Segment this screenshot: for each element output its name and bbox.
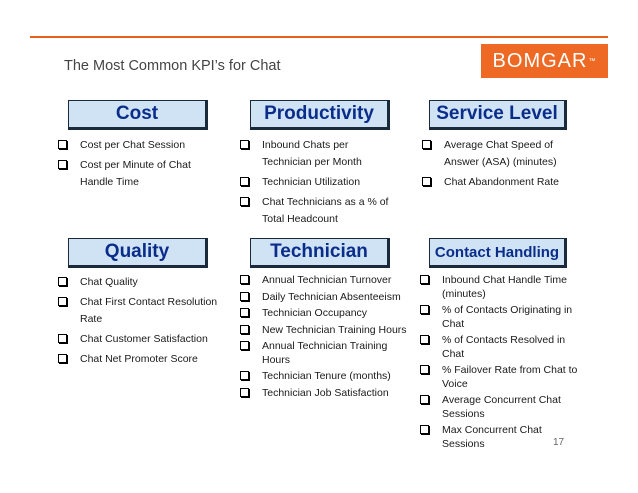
list-item: Chat Quality <box>58 274 230 291</box>
slide-title: The Most Common KPI’s for Chat <box>64 58 281 74</box>
cost-list <box>58 137 208 194</box>
list-item: % of Contacts Resolved in Chat <box>420 334 584 361</box>
list-item: Technician Job Satisfaction <box>240 387 412 401</box>
checkbox-icon <box>420 365 429 374</box>
checkbox-icon <box>240 371 249 380</box>
list-item: Annual Technician Training Hours <box>240 340 412 367</box>
category-technician-header: Technician <box>250 238 390 268</box>
checkbox-icon <box>420 425 429 434</box>
list-item: Chat Net Promoter Score <box>58 351 230 368</box>
list-item: Cost per Chat Session <box>58 137 208 154</box>
checkbox-icon <box>58 354 67 363</box>
list-item: Inbound Chat Handle Time (minutes) <box>420 274 584 301</box>
list-item: Max Concurrent Chat Sessions <box>420 424 584 451</box>
checkbox-icon <box>420 275 429 284</box>
list-item: New Technician Training Hours <box>240 324 412 338</box>
checkbox-icon <box>240 388 249 397</box>
checkbox-icon <box>240 292 249 301</box>
checkbox-icon <box>240 325 249 334</box>
category-productivity-header: Productivity <box>250 100 390 130</box>
list-item: Chat Abandonment Rate <box>422 174 582 191</box>
page-number: 17 <box>553 437 565 448</box>
list-item: Chat Customer Satisfaction <box>58 331 230 348</box>
category-service-level-header: Service Level <box>429 100 567 130</box>
list-item: Technician Occupancy <box>240 307 412 321</box>
category-contact-handling-header: Contact Handling <box>429 238 567 268</box>
productivity-list <box>240 137 390 231</box>
list-item: Chat First Contact Resolution Rate <box>58 294 230 328</box>
checkbox-icon <box>240 140 249 149</box>
checkbox-icon <box>240 308 249 317</box>
header-rule <box>30 36 608 38</box>
list-item: Technician Tenure (months) <box>240 370 412 384</box>
list-item: Cost per Minute of Chat Handle Time <box>58 157 208 191</box>
list-item: % of Contacts Originating in Chat <box>420 304 584 331</box>
checkbox-icon <box>422 140 431 149</box>
contact-handling-list <box>420 274 584 454</box>
list-item: Technician Utilization <box>240 174 390 191</box>
list-item: Daily Technician Absenteeism <box>240 291 412 305</box>
list-item: Average Concurrent Chat Sessions <box>420 394 584 421</box>
list-item: Chat Technicians as a % of Total Headcount <box>240 194 390 228</box>
list-item: Inbound Chats per Technician per Month <box>240 137 390 171</box>
category-quality-header: Quality <box>68 238 208 268</box>
checkbox-icon <box>420 305 429 314</box>
list-item: Annual Technician Turnover <box>240 274 412 288</box>
checkbox-icon <box>58 297 67 306</box>
logo-trademark: ™ <box>588 57 597 65</box>
checkbox-icon <box>58 140 67 149</box>
checkbox-icon <box>240 197 249 206</box>
checkbox-icon <box>422 177 431 186</box>
checkbox-icon <box>420 395 429 404</box>
checkbox-icon <box>58 160 67 169</box>
list-item: Average Chat Speed of Answer (ASA) (minutes) <box>422 137 582 171</box>
checkbox-icon <box>58 334 67 343</box>
technician-list <box>240 274 412 403</box>
checkbox-icon <box>240 341 249 350</box>
service-level-list <box>422 137 582 194</box>
category-cost-header: Cost <box>68 100 208 130</box>
checkbox-icon <box>240 275 249 284</box>
bomgar-logo <box>481 44 608 78</box>
quality-list <box>58 274 230 371</box>
checkbox-icon <box>58 277 67 286</box>
list-item: % Failover Rate from Chat to Voice <box>420 364 584 391</box>
checkbox-icon <box>240 177 249 186</box>
checkbox-icon <box>420 335 429 344</box>
logo-text: BOMGAR <box>492 49 588 72</box>
